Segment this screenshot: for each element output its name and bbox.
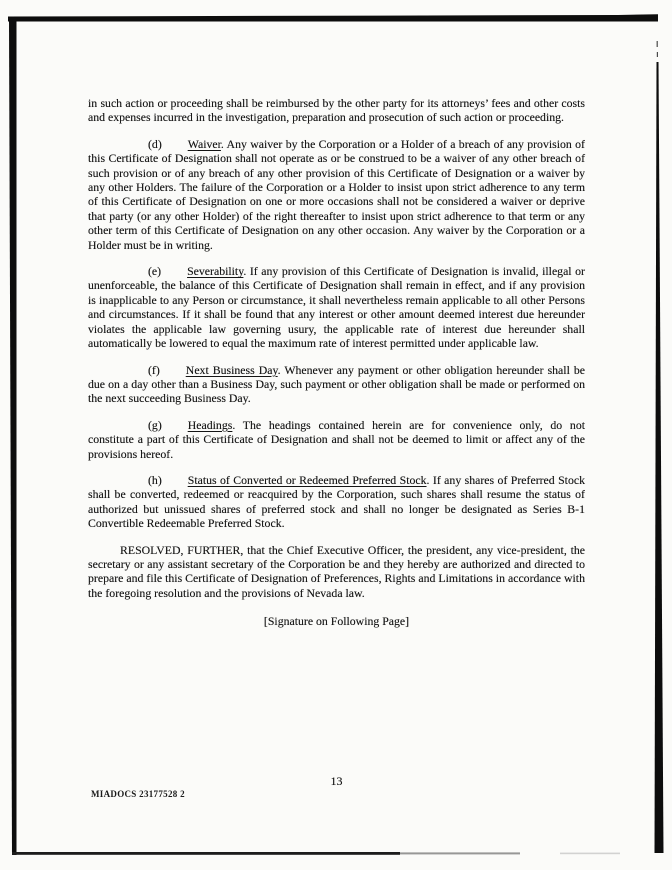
clause-h-marker: (h) [148,472,162,487]
clause-d-heading: Waiver [187,136,221,151]
page-number: 13 [330,774,343,788]
scan-bottom-border-fade [400,852,520,854]
paragraph-continuation: in such action or proceeding shall be reimbursed by the other party for its attorneys’ fees and other costs and expenses incurred in the investigation, preparation and prosecution of such action or proceeding. [88,96,585,125]
clause-d-body: . Any waiver by the Corporation or a Holder of a breach of any provision of this Certificate of Designation shall not operate as or be construed to be a waiver of any other breach of such provision or of any breach of any other provision of this Certificate of Designation or a waiver by any other Holders. The failure of the Corporation or a Holder to insist upon strict adherence to any term of this Certificate of Designation on one or more occasions shall not be considered a waiver or deprive that party (or any other Holder) of the right thereafter to insist upon strict adherence to that term or any other term of this Certificate of Designation on any other occasion. Any waiver by the Corporation or a Holder must be in writing. [88,136,585,252]
clause-e-marker: (e) [148,264,162,279]
clause-g [88,418,585,461]
scan-right-border-dash [657,41,658,47]
document-body [88,96,585,641]
scan-right-border [655,62,664,853]
paragraph-resolution: RESOLVED, FURTHER, that the Chief Executive Officer, the president, any vice-president, the secretary or any assistant secretary of the Corporation be and they hereby are authorized and directed to prepare and file this Certificate of Designation of Preferences, Rights and Limitations in accordance with the foregoing resolution and the provisions of Nevada law. [88,542,585,600]
clause-h-heading: Status of Converted or Redeemed Preferred Stock [187,472,427,487]
scan-bottom-border [12,852,400,855]
signature-placeholder-note: [Signature on Following Page] [263,614,410,629]
scan-left-border [9,19,17,855]
clause-f-marker: (f) [148,362,160,377]
clause-g-body: . The headings contained herein are for convenience only, do not constitute a part of this Certificate of Designation and shall not be deemed to limit or affect any of the provisions hereof. [88,417,585,461]
clause-g-marker: (g) [148,417,162,432]
clause-d [88,137,585,252]
scan-bottom-border-fade [560,853,620,855]
scan-top-border [8,14,658,21]
footer-document-id: MIADOCS 23177528 2 [91,789,185,799]
clause-e-heading: Severability [187,264,244,279]
scan-right-border-dash [657,52,658,57]
clause-d-marker: (d) [148,136,162,151]
clause-h [88,473,585,531]
clause-e-body: . If any provision of this Certificate of Designation is invalid, illegal or unenforceable, the balance of this Certificate of Designation shall remain in effect, and if any provision is inapplicable to any Person or circumstance, it shall nevertheless remain applicable to all other Persons and circumstances. If it shall be found that any interest or other amount deemed interest due hereunder violates the applicable law governing usury, the applicable rate of interest due hereunder shall automatically be lowered to equal the maximum rate of interest permitted under applicable law. [88,264,585,351]
clause-f-heading: Next Business Day [185,362,278,377]
clause-f [88,363,585,406]
clause-f-body: . Whenever any payment or other obligation hereunder shall be due on a day other than a Business Day, such payment or other obligation shall be made or performed on the next succeeding Business Day. [88,362,585,406]
clause-h-body: . If any shares of Preferred Stock shall be converted, redeemed or reacquired by the Corporation, such shares shall resume the status of authorized but unissued shares of preferred stock and shall no longer be designated as Series B-1 Convertible Redeemable Preferred Stock. [88,472,585,531]
clause-g-heading: Headings [187,417,233,432]
clause-e [88,264,585,350]
